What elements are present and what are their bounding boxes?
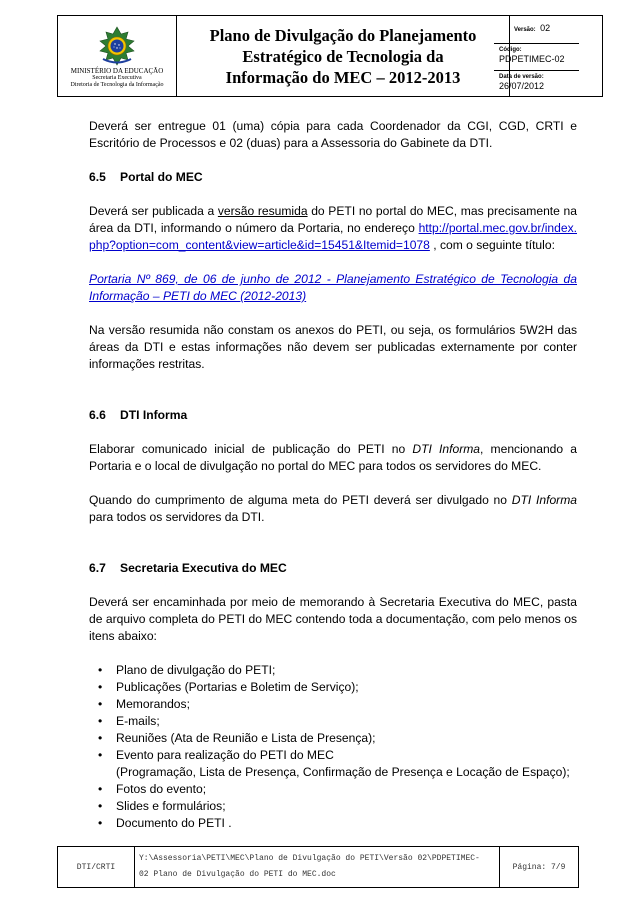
portal-url-link[interactable]: http://portal.mec.gov.br/index.php?option=com_content&view=article&id=15451&Itemid=1078 — [89, 221, 577, 252]
text-run: , mencionando a Portaria e o local de divulgação no portal do MEC para todos os servidores do MEC. — [89, 442, 578, 473]
file-path-line-2: 02 Plano de Divulgação do PETI do MEC.doc — [139, 870, 336, 879]
list-item — [89, 747, 577, 781]
section-title: Secretaria Executiva do MEC — [120, 561, 287, 575]
bullet-icon: • — [98, 816, 103, 830]
code-value: PDPETIMEC-02 — [499, 54, 565, 64]
items-list — [89, 662, 577, 832]
date-value: 26/07/2012 — [499, 81, 545, 91]
section-number: 6.6 — [89, 408, 106, 422]
document-title — [177, 16, 510, 97]
institution-name: MINISTÉRIO DA EDUCAÇÃO — [70, 66, 164, 75]
dti-informa-name: DTI Informa — [511, 493, 577, 507]
list-item-text: Evento para realização do PETI do MEC — [116, 748, 334, 762]
list-item — [89, 679, 577, 696]
code-label: Código: — [499, 47, 522, 53]
bullet-icon: • — [98, 663, 103, 677]
list-item-text: (Programação, Lista de Presença, Confirmação de Presença e Locação de Espaço); — [116, 765, 570, 779]
portal-paragraph — [89, 203, 577, 254]
dti-informa-name: DTI Informa — [412, 442, 481, 456]
footer-unit: DTI/CRTI — [58, 847, 135, 888]
secretaria-paragraph: Deverá ser encaminhada por meio de memorando à Secretaria Executiva do MEC, pasta de arquivo completa do PETI do MEC contendo toda a documentação, com pelo menos os itens abaixo: — [89, 595, 577, 643]
section-number: 6.7 — [89, 561, 106, 575]
version-value: 02 — [540, 23, 551, 33]
list-item-text: Plano de divulgação do PETI; — [116, 663, 276, 677]
brazil-coat-of-arms-icon — [97, 26, 137, 66]
list-item — [89, 815, 577, 832]
portaria-title-text[interactable]: Portaria Nº 869, de 06 de junho de 2012 - Planejamento Estratégico de Tecnologia da Informação – PETI do MEC (2012-2013) — [89, 272, 577, 303]
section-number: 6.5 — [89, 170, 106, 184]
list-item — [89, 696, 577, 713]
list-item — [89, 730, 577, 747]
text-run: , com o seguinte título: — [429, 238, 555, 252]
bullet-icon: • — [98, 697, 103, 711]
text-run: Deverá ser publicada a — [89, 204, 218, 218]
document-body — [89, 118, 577, 832]
intro-paragraph: Deverá ser entregue 01 (uma) cópia para cada Coordenador da CGI, CGD, CRTI e Escritório de Processos e 02 (duas) para a Assessoria do Gabinete da DTI. — [89, 119, 577, 150]
list-item — [89, 781, 577, 798]
footer-page-number: Página: 7/9 — [500, 847, 579, 888]
bullet-icon: • — [98, 680, 103, 694]
list-item-text: Publicações (Portarias e Boletim de Serviço); — [116, 680, 359, 694]
date-cell — [499, 73, 579, 92]
text-run: Quando do cumprimento de alguma meta do PETI deverá ser divulgado no — [89, 493, 512, 507]
bullet-icon: • — [98, 731, 103, 745]
header-logo-cell — [58, 16, 177, 97]
portaria-title-link[interactable] — [89, 271, 577, 305]
section-6-5-heading — [89, 169, 577, 186]
text-run: Elaborar comunicado inicial de publicação do PETI no — [89, 442, 413, 456]
dti-informa-paragraph-2 — [89, 492, 577, 526]
file-path-line-1: Y:\Assessoria\PETI\MEC\Plano de Divulgação do PETI\Versão 02\PDPETIMEC- — [139, 854, 480, 863]
text-run: do PETI no portal do MEC, mas precisamente na área da DTI, informando o número da Portaria, no endereço — [89, 204, 577, 235]
list-item-text: Slides e formulários; — [116, 799, 226, 813]
bullet-icon: • — [98, 799, 103, 813]
list-item-text: Documento do PETI . — [116, 816, 232, 830]
list-item-text: Fotos do evento; — [116, 782, 207, 796]
title-line-1: Plano de Divulgação do Planejamento — [209, 25, 477, 45]
meta-divider-2 — [494, 70, 579, 71]
list-item-text: E-mails; — [116, 714, 160, 728]
date-label: Data de versão: — [499, 74, 544, 80]
code-cell — [499, 46, 579, 65]
versao-resumida-link[interactable]: versão resumida — [217, 204, 308, 218]
list-item — [89, 662, 577, 679]
title-line-2: Estratégico de Tecnologia da — [242, 46, 444, 66]
text-run: para todos os servidores da DTI. — [89, 510, 265, 524]
bullet-icon: • — [98, 782, 103, 796]
versao-resumida-paragraph: Na versão resumida não constam os anexos do PETI, ou seja, os formulários 5W2H das áreas da DTI e estas informações não devem ser publicadas externamente por conter informações restritas. — [89, 323, 577, 371]
title-line-3: Informação do MEC – 2012-2013 — [225, 67, 461, 87]
bullet-icon: • — [98, 714, 103, 728]
section-title: DTI Informa — [120, 408, 188, 422]
bullet-icon: • — [98, 748, 103, 762]
section-6-6-heading — [89, 407, 577, 424]
document-footer — [57, 846, 579, 888]
version-label: Versão: — [514, 27, 536, 33]
list-item — [89, 713, 577, 730]
list-item — [89, 798, 577, 815]
dti-informa-paragraph-1 — [89, 441, 577, 475]
footer-file-path — [135, 847, 500, 888]
secretaria-name: Secretaria Executiva — [92, 74, 142, 81]
section-title: Portal do MEC — [120, 170, 203, 184]
section-6-7-heading — [89, 560, 577, 577]
list-item-text: Reuniões (Ata de Reunião e Lista de Presença); — [116, 731, 376, 745]
diretoria-name: Diretoria de Tecnologia da Informação — [70, 81, 164, 88]
list-item-text: Memorandos; — [116, 697, 190, 711]
meta-divider-1 — [494, 43, 579, 44]
